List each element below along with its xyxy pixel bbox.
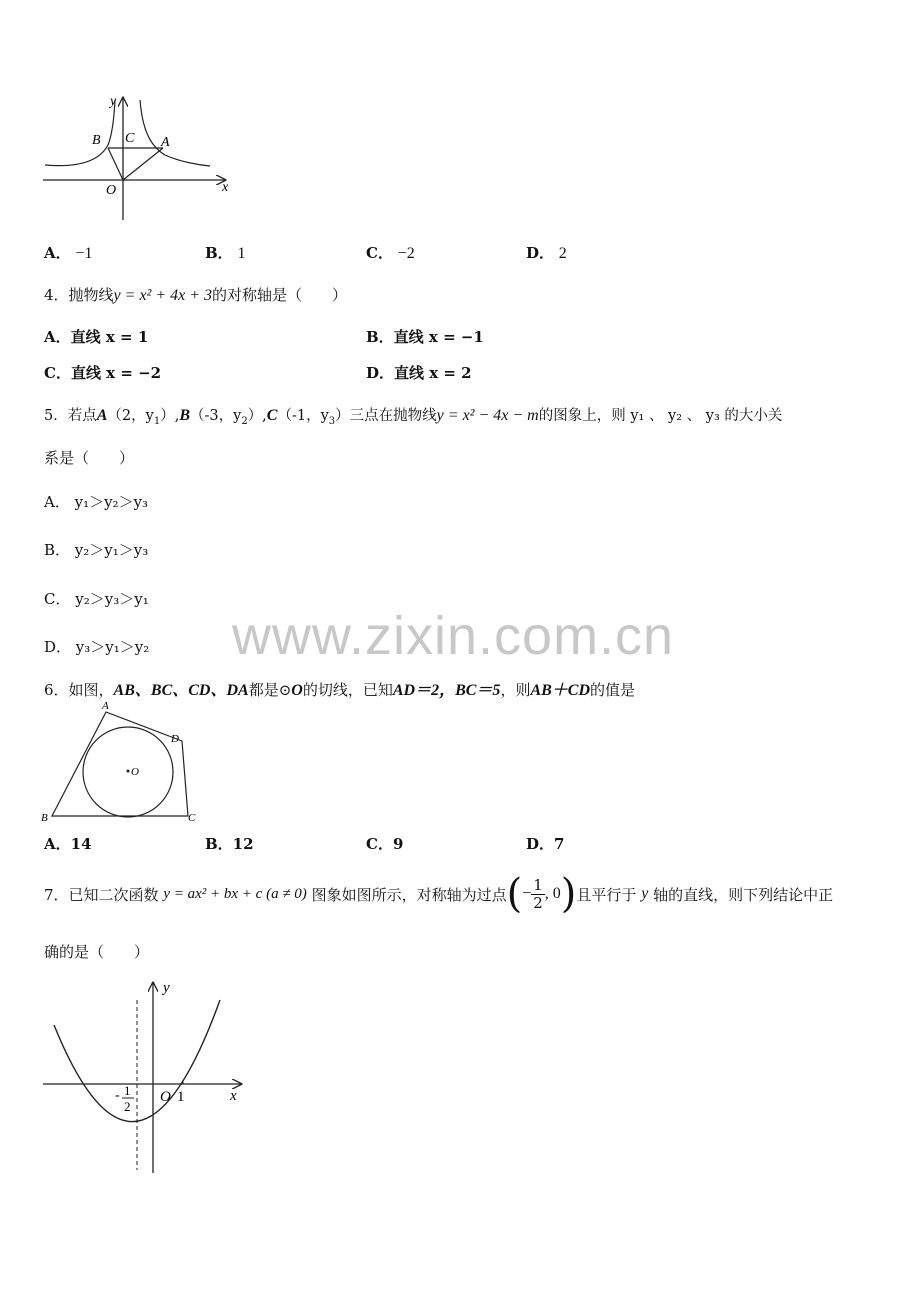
q6-label-o: O (131, 766, 139, 778)
q5-option-b: B． y₂＞y₁＞y₃ (44, 541, 149, 559)
q6-option-c: C．9 (366, 835, 404, 853)
q7-one-label: 1 (177, 1089, 185, 1105)
q6-option-b: B．12 (205, 835, 254, 853)
q4-option-b: B．直线 x = −1 (366, 328, 484, 346)
q5-option-d: D． y₃＞y₁＞y₂ (44, 638, 150, 656)
q7-y-label: y (163, 980, 170, 996)
q7-stem-line2: 确的是（ ） (44, 943, 150, 961)
q7-figure (38, 975, 253, 1180)
q5-stem: 5．若点A（2，$y_1),B(-3$，$y_2),C(-1$，$y_3$）三点在抛物线y = x² − 4x − m的图象上，则 y₁ 、 y₂ 、 y₃ 的大小关 (44, 407, 783, 427)
q5-option-a: A． y₁＞y₂＞y₃ (44, 493, 149, 511)
point-b-label: B (92, 133, 101, 148)
q7-half-num: 1 (124, 1083, 131, 1098)
q7-origin-label: O (160, 1089, 171, 1105)
q7-stem: 7．已知二次函数 y = ax² + bx + c (a ≠ 0) 图象如图所示，对称轴为过点 ( − $\frac{1}{2}$ , 0 ) 且平行于 y 轴的直线，则下列结论中正 (44, 871, 834, 917)
point-c-label: C (125, 131, 135, 146)
x-axis-label: x (222, 180, 229, 195)
q6-option-d: D．7 (526, 835, 565, 853)
q7-half-den: 2 (124, 1099, 131, 1114)
y-axis-label: y (110, 94, 117, 109)
q4-stem: 4．抛物线y = x² + 4x + 3的对称轴是（ ） (44, 286, 348, 304)
q6-label-b: B (41, 812, 48, 824)
origin-label: O (106, 183, 117, 198)
q6-label-a: A (102, 700, 109, 712)
q3-option-c: C． −2 (366, 244, 415, 262)
q4-option-a: A．直线 x = 1 (44, 328, 149, 346)
point-a-label: A (161, 135, 170, 150)
q3-figure (40, 90, 240, 225)
q3-option-a: A． −1 (44, 244, 93, 262)
q7-neg-sign: - (115, 1088, 120, 1103)
q3-option-b: B． 1 (205, 244, 246, 262)
q6-stem: 6．如图，AB、BC、CD、DA都是⊙O的切线，已知AD＝2，BC＝5，则AB＋CD的值是 (44, 681, 636, 699)
q3-option-d: D． 2 (526, 244, 567, 262)
q4-option-c: C．直线 x = −2 (44, 364, 162, 382)
watermark: www.zixin.com.cn (232, 606, 675, 666)
q5-option-c: C． y₂＞y₃＞y₁ (44, 590, 149, 608)
q6-figure (38, 700, 208, 830)
q6-option-a: A．14 (44, 835, 92, 853)
q6-label-c: C (188, 812, 196, 824)
q4-option-d: D．直线 x = 2 (366, 364, 472, 382)
q5-stem-line2: 系是（ ） (44, 449, 135, 467)
q7-x-label: x (230, 1088, 237, 1104)
q6-label-d: D (171, 733, 179, 745)
